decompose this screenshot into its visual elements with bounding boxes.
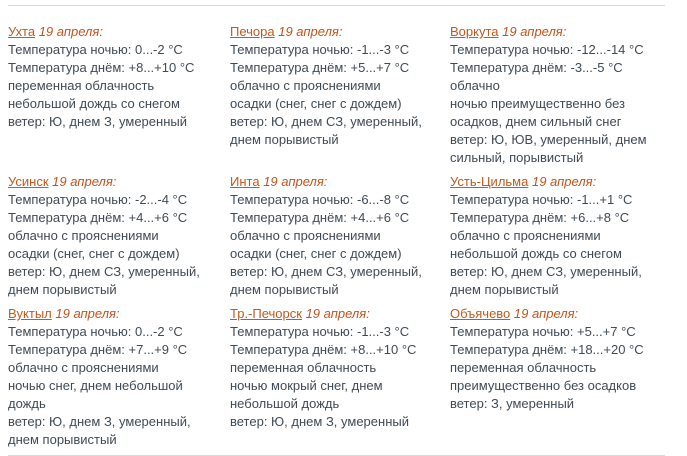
temp-night-line: Температура ночью: -1...-3 °C xyxy=(230,42,410,57)
sky-line: облачно с прояснениями xyxy=(230,228,381,243)
wind-line: ветер: З, умеренный xyxy=(450,396,575,411)
forecast-card-troitsko-pechorsk xyxy=(230,305,450,455)
wind-line: ветер: Ю, днем З, умеренный xyxy=(230,414,409,429)
forecast-date: 19 апреля: xyxy=(531,174,597,189)
temp-day-line: Температура днём: +4...+6 °C xyxy=(230,210,410,225)
sky-line: переменная облачность xyxy=(230,360,377,375)
temp-day-line: Температура днём: +4...+6 °C xyxy=(8,210,188,225)
city-link[interactable]: Объячево xyxy=(450,306,511,321)
temp-night-line: Температура ночью: -1...+1 °C xyxy=(450,192,633,207)
precipitation-line: небольшой дождь со снегом xyxy=(450,246,622,261)
wind-line: ветер: Ю, днем СЗ, умеренный, днем порывистый xyxy=(8,264,200,297)
temp-day-line: Температура днём: +6...+8 °C xyxy=(450,210,630,225)
temp-night-line: Температура ночью: -2...-4 °C xyxy=(8,192,188,207)
temp-day-line: Температура днём: +8...+10 °C xyxy=(8,60,195,75)
temp-night-line: Температура ночью: 0...-2 °C xyxy=(8,42,183,57)
city-link[interactable]: Ухта xyxy=(8,24,36,39)
city-link[interactable]: Печора xyxy=(230,24,275,39)
sky-line: облачно с прояснениями xyxy=(8,360,159,375)
city-link[interactable]: Воркута xyxy=(450,24,499,39)
forecast-card-obyachevo xyxy=(450,305,665,455)
precipitation-line: ночью мокрый снег, днем небольшой дождь xyxy=(230,378,383,411)
temp-night-line: Температура ночью: -6...-8 °C xyxy=(230,192,410,207)
precipitation-line: ночью снег, днем небольшой дождь xyxy=(8,378,183,411)
city-link[interactable]: Усть-Цильма xyxy=(450,174,529,189)
forecast-card-ukhta xyxy=(8,23,230,173)
forecast-header xyxy=(230,305,442,323)
temp-day-line: Температура днём: -3...-5 °C xyxy=(450,60,623,75)
forecast-card-vuktyl xyxy=(8,305,230,455)
forecast-card-ust-tsilma xyxy=(450,173,665,305)
precipitation-line: преимущественно без осадков xyxy=(450,378,637,393)
forecast-header xyxy=(8,305,222,323)
wind-line: ветер: Ю, ЮВ, умеренный, днем сильный, порывистый xyxy=(450,132,647,165)
temp-day-line: Температура днём: +7...+9 °C xyxy=(8,342,188,357)
city-link[interactable]: Усинск xyxy=(8,174,49,189)
wind-line: ветер: Ю, днем З, умеренный, днем порывистый xyxy=(8,414,191,447)
city-link[interactable]: Тр.-Печорск xyxy=(230,306,302,321)
forecast-grid xyxy=(8,5,665,456)
forecast-date: 19 апреля: xyxy=(502,24,567,39)
precipitation-line: небольшой дождь со снегом xyxy=(8,96,180,111)
sky-line: облачно xyxy=(450,78,500,93)
forecast-header xyxy=(230,173,442,191)
wind-line: ветер: Ю, днем СЗ, умеренный, днем порывистый xyxy=(230,114,422,147)
forecast-date: 19 апреля: xyxy=(263,174,328,189)
sky-line: переменная облачность xyxy=(450,360,597,375)
temp-night-line: Температура ночью: -1...-3 °C xyxy=(230,324,410,339)
forecast-header xyxy=(450,23,657,41)
city-link[interactable]: Вуктыл xyxy=(8,306,52,321)
forecast-card-vorkuta xyxy=(450,23,665,173)
forecast-date: 19 апреля: xyxy=(55,306,120,321)
sky-line: облачно с прояснениями xyxy=(230,78,381,93)
forecast-date: 19 апреля: xyxy=(38,24,103,39)
forecast-card-inta xyxy=(230,173,450,305)
forecast-header xyxy=(8,23,222,41)
temp-day-line: Температура днём: +8...+10 °C xyxy=(230,342,417,357)
forecast-date: 19 апреля: xyxy=(513,306,579,321)
sky-line: облачно с прояснениями xyxy=(8,228,159,243)
temp-night-line: Температура ночью: +5...+7 °C xyxy=(450,324,636,339)
forecast-card-pechora xyxy=(230,23,450,173)
precipitation-line: осадки (снег, снег с дождем) xyxy=(230,246,402,261)
forecast-header xyxy=(8,173,222,191)
city-link[interactable]: Инта xyxy=(230,174,260,189)
sky-line: переменная облачность xyxy=(8,78,155,93)
precipitation-line: ночью преимущественно без осадков, днем сильный снег xyxy=(450,96,626,129)
precipitation-line: осадки (снег, снег с дождем) xyxy=(230,96,402,111)
precipitation-line: осадки (снег, снег с дождем) xyxy=(8,246,180,261)
temp-day-line: Температура днём: +18...+20 °C xyxy=(450,342,644,357)
wind-line: ветер: Ю, днем СЗ, умеренный, днем порывистый xyxy=(450,264,642,297)
wind-line: ветер: Ю, днем СЗ, умеренный, днем порывистый xyxy=(230,264,422,297)
wind-line: ветер: Ю, днем З, умеренный xyxy=(8,114,187,129)
forecast-header xyxy=(450,305,657,323)
temp-night-line: Температура ночью: -12...-14 °C xyxy=(450,42,644,57)
forecast-card-usinsk xyxy=(8,173,230,305)
temp-night-line: Температура ночью: 0...-2 °C xyxy=(8,324,183,339)
sky-line: облачно с прояснениями xyxy=(450,228,601,243)
forecast-date: 19 апреля: xyxy=(52,174,117,189)
forecast-date: 19 апреля: xyxy=(305,306,370,321)
forecast-header xyxy=(230,23,442,41)
forecast-date: 19 апреля: xyxy=(278,24,343,39)
temp-day-line: Температура днём: +5...+7 °C xyxy=(230,60,410,75)
forecast-header xyxy=(450,173,657,191)
